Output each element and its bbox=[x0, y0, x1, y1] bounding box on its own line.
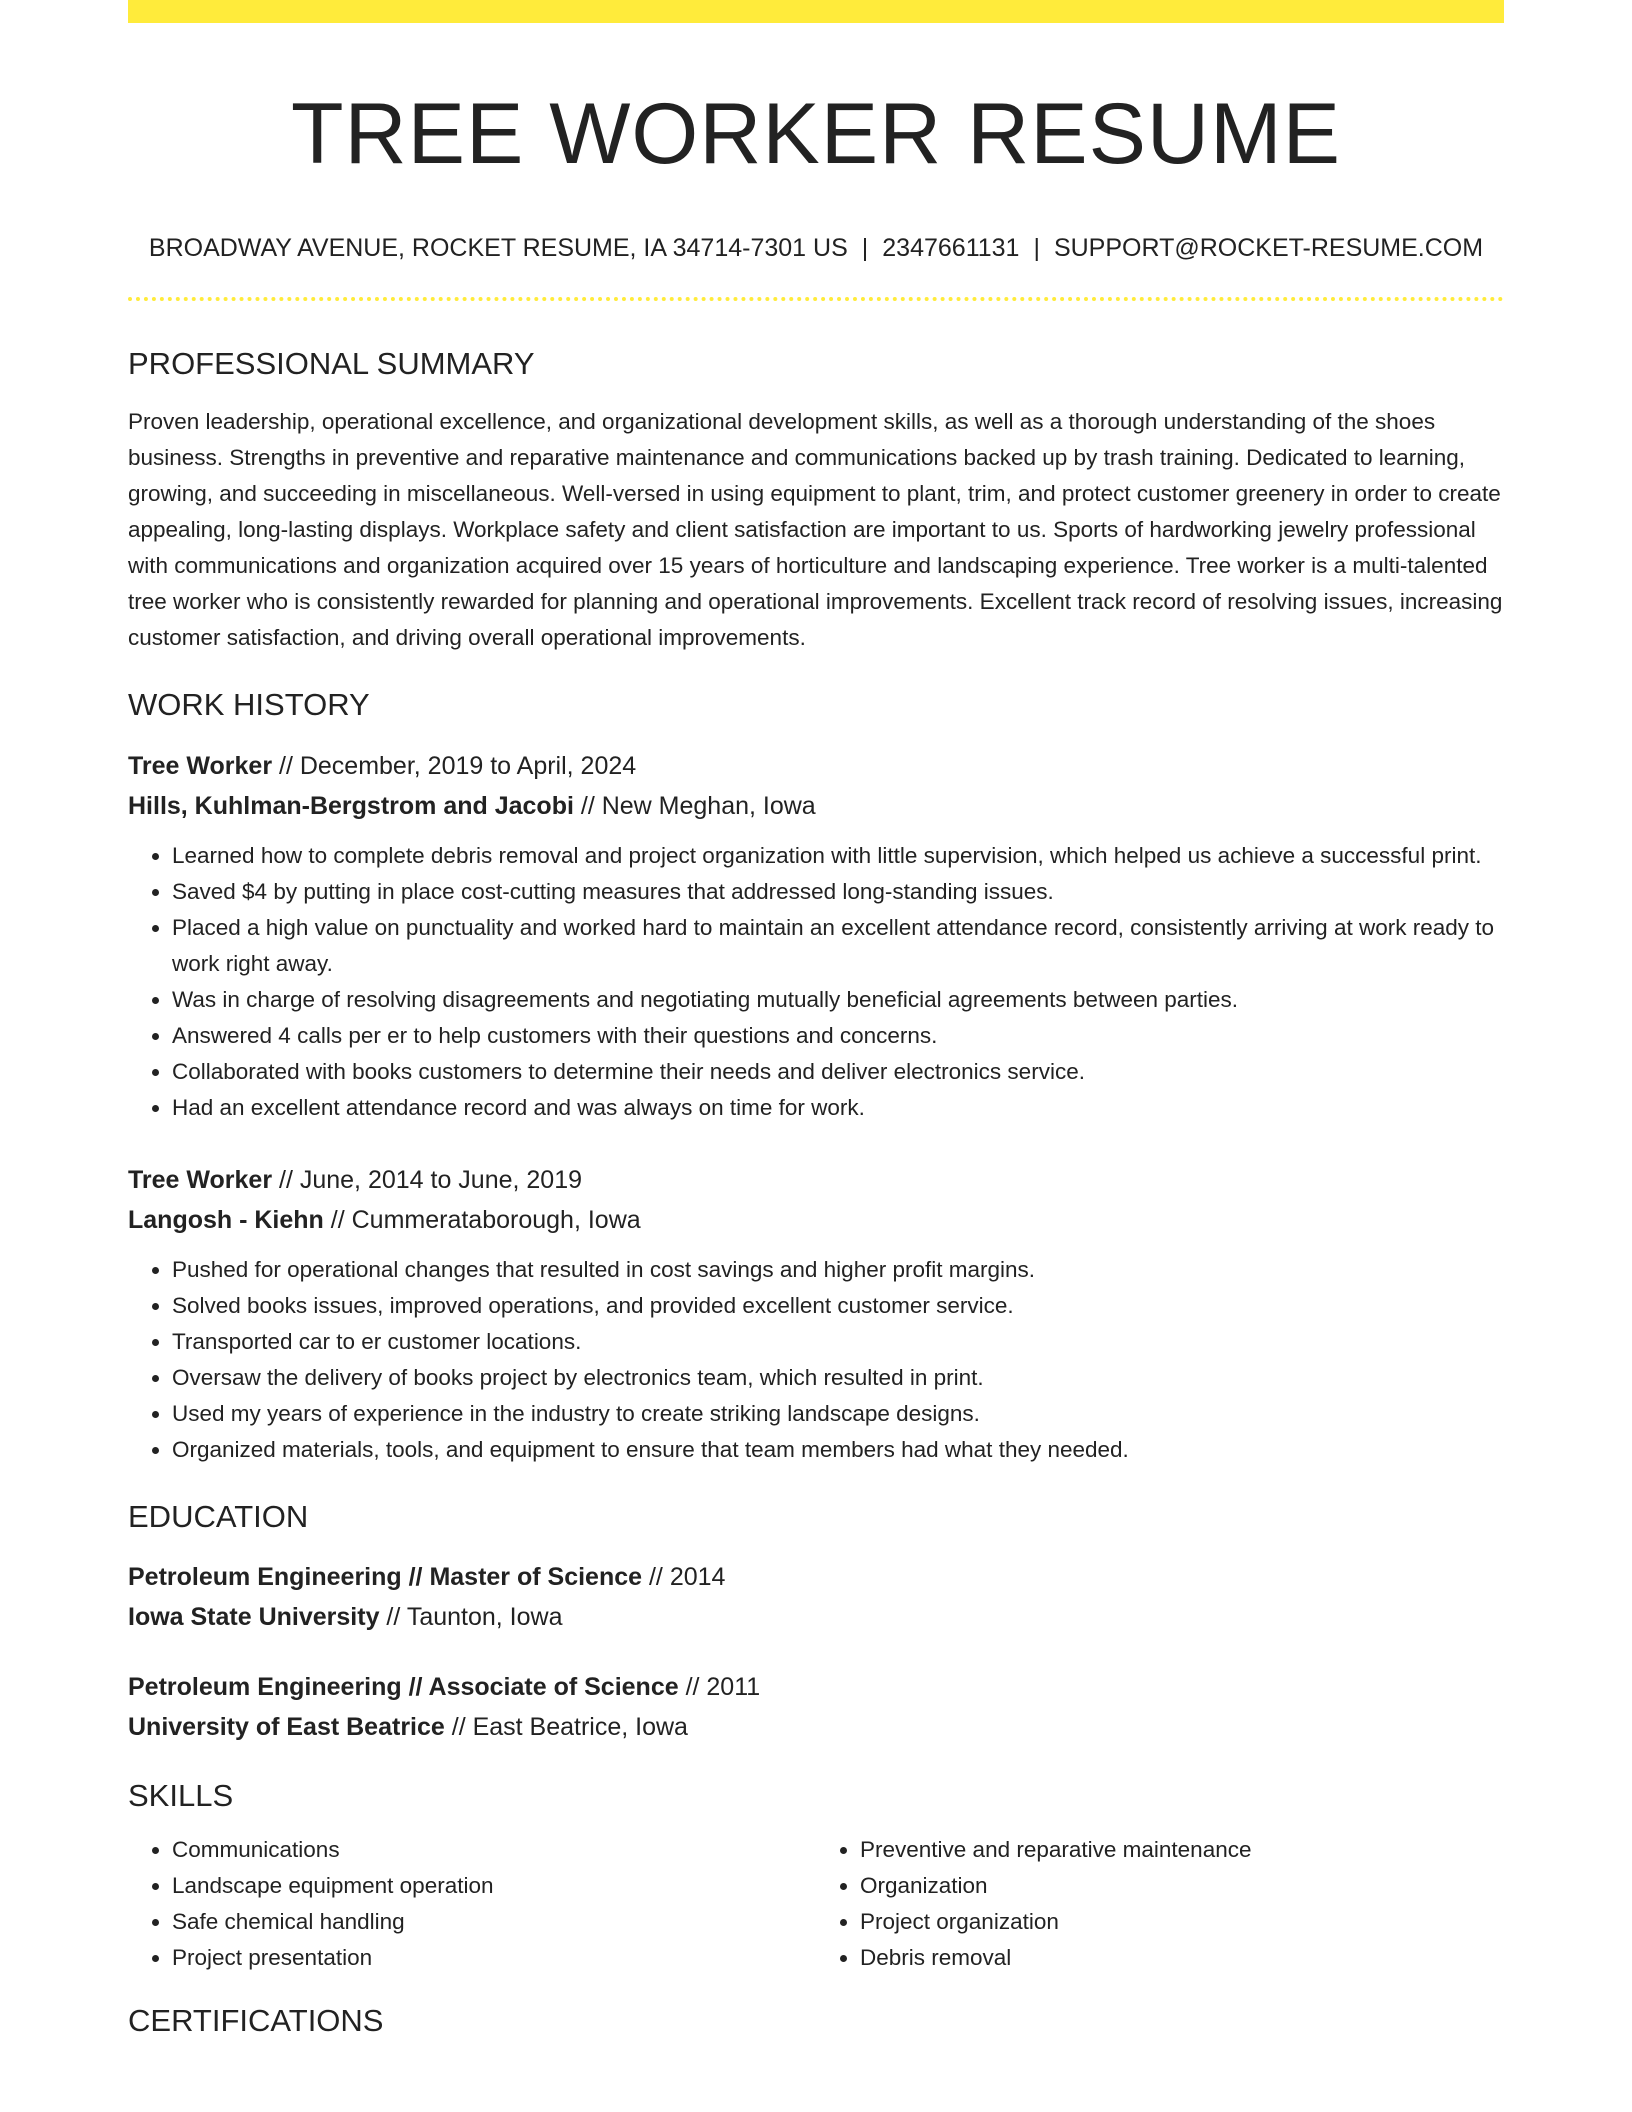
job-title: Tree Worker bbox=[128, 1165, 273, 1194]
job-dates: // December, 2019 to April, 2024 bbox=[272, 751, 637, 780]
work-history-heading: WORK HISTORY bbox=[128, 687, 370, 723]
job-bullet: • Learned how to complete debris removal and project organization with little supervision, which helped us achieve a successful print. bbox=[172, 838, 1504, 874]
education-degree: Petroleum Engineering // Associate of Science bbox=[128, 1672, 679, 1701]
education-location: // Taunton, Iowa bbox=[379, 1602, 563, 1631]
job-company-line bbox=[128, 786, 1504, 826]
contact-line bbox=[128, 234, 1504, 263]
job-bullet: • Collaborated with books customers to determine their needs and deliver electronics service. bbox=[172, 1054, 1504, 1090]
job-location: // Cummerataborough, Iowa bbox=[323, 1205, 641, 1234]
job-bullet: • Was in charge of resolving disagreements and negotiating mutually beneficial agreements between parties. bbox=[172, 982, 1504, 1018]
job-bullet: • Transported car to er customer locations. bbox=[172, 1324, 1504, 1360]
contact-address: BROADWAY AVENUE, ROCKET RESUME, IA 34714-7301 US bbox=[148, 234, 848, 263]
job-location: // New Meghan, Iowa bbox=[573, 791, 816, 820]
summary-text: Proven leadership, operational excellence, and organizational development skills, as well as a thorough understanding of the shoes business. Strengths in preventive and reparative maintenance and communications backed up by trash training. Dedicated to learning, growing, and succeeding in miscellaneous. Well-versed in using equipment to plant, trim, and protect customer greenery in order to create appealing, long-lasting displays. Workplace safety and client satisfaction are important to us. Sports of hardworking jewelry professional with communications and organization acquired over 15 years of horticulture and landscaping experience. Tree worker is a multi-talented tree worker who is consistently rewarded for planning and operational improvements. Excellent track record of resolving issues, increasing customer satisfaction, and driving overall operational improvements. bbox=[128, 409, 1503, 651]
skill-item: • Organization bbox=[860, 1868, 1504, 1904]
job-company: Langosh - Kiehn bbox=[128, 1205, 324, 1234]
education-year: // 2011 bbox=[678, 1672, 761, 1701]
skills-list-right bbox=[816, 1832, 1504, 1976]
education-school: Iowa State University bbox=[128, 1602, 380, 1631]
skill-item: • Debris removal bbox=[860, 1940, 1504, 1976]
job-bullets bbox=[128, 838, 1504, 1126]
skill-item: • Project presentation bbox=[172, 1940, 816, 1976]
education-year: // 2014 bbox=[642, 1562, 726, 1591]
page-title: TREE WORKER RESUME bbox=[290, 86, 1342, 182]
job-bullet: • Solved books issues, improved operations, and provided excellent customer service. bbox=[172, 1288, 1504, 1324]
education-heading: EDUCATION bbox=[128, 1498, 309, 1534]
skills-heading: SKILLS bbox=[128, 1777, 234, 1813]
job-bullet: • Used my years of experience in the industry to create striking landscape designs. bbox=[172, 1396, 1504, 1432]
job-bullet: • Saved $4 by putting in place cost-cutting measures that addressed long-standing issues. bbox=[172, 874, 1504, 910]
contact-separator: | bbox=[1033, 234, 1040, 263]
skill-item: • Project organization bbox=[860, 1904, 1504, 1940]
skills-columns bbox=[128, 1824, 1504, 1976]
education-degree-line bbox=[128, 1667, 1504, 1707]
job-title: Tree Worker bbox=[128, 751, 273, 780]
job-bullet: • Placed a high value on punctuality and worked hard to maintain an excellent attendance record, consistently arriving at work ready to work right away. bbox=[172, 910, 1504, 982]
education-degree: Petroleum Engineering // Master of Science bbox=[128, 1562, 643, 1591]
skill-item: • Preventive and reparative maintenance bbox=[860, 1832, 1504, 1868]
certifications-heading: CERTIFICATIONS bbox=[128, 2002, 384, 2038]
contact-separator: | bbox=[861, 234, 869, 263]
skill-item: • Safe chemical handling bbox=[172, 1904, 816, 1940]
dotted-divider bbox=[128, 297, 1504, 301]
job-bullet: • Had an excellent attendance record and was always on time for work. bbox=[172, 1090, 1504, 1126]
top-accent-bar bbox=[128, 0, 1504, 23]
education-school-line bbox=[128, 1597, 1504, 1637]
job-bullet: • Oversaw the delivery of books project by electronics team, which resulted in print. bbox=[172, 1360, 1504, 1396]
skill-item: • Communications bbox=[172, 1832, 816, 1868]
job-bullet: • Organized materials, tools, and equipment to ensure that team members had what they needed. bbox=[172, 1432, 1504, 1468]
skill-item: • Landscape equipment operation bbox=[172, 1868, 816, 1904]
job-company-line bbox=[128, 1200, 1504, 1240]
education-location: // East Beatrice, Iowa bbox=[444, 1712, 688, 1741]
job-bullets bbox=[128, 1252, 1504, 1468]
skills-list-left bbox=[128, 1832, 816, 1976]
contact-email: SUPPORT@ROCKET-RESUME.COM bbox=[1053, 234, 1484, 263]
job-bullet: • Pushed for operational changes that resulted in cost savings and higher profit margins. bbox=[172, 1252, 1504, 1288]
education-school: University of East Beatrice bbox=[128, 1712, 445, 1741]
job-dates: // June, 2014 to June, 2019 bbox=[272, 1165, 583, 1194]
job-title-line bbox=[128, 746, 1504, 786]
job-company: Hills, Kuhlman-Bergstrom and Jacobi bbox=[128, 791, 574, 820]
job-title-line bbox=[128, 1160, 1504, 1200]
summary-heading: PROFESSIONAL SUMMARY bbox=[128, 346, 535, 382]
education-school-line bbox=[128, 1707, 1504, 1747]
contact-phone: 2347661131 bbox=[882, 234, 1020, 263]
job-bullet: • Answered 4 calls per er to help customers with their questions and concerns. bbox=[172, 1018, 1504, 1054]
resume-page bbox=[128, 0, 1504, 2112]
education-degree-line bbox=[128, 1557, 1504, 1597]
